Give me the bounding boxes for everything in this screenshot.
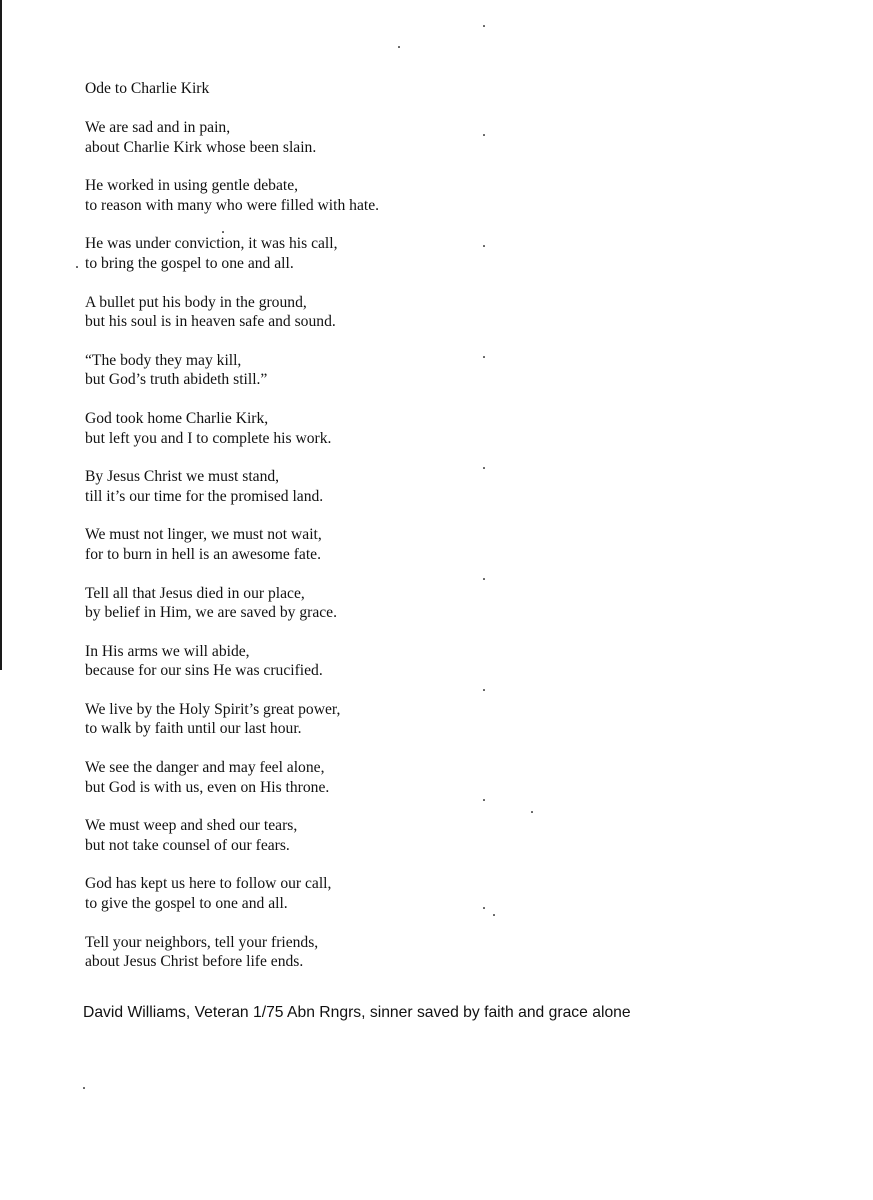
poem-line: to walk by faith until our last hour.	[85, 720, 302, 738]
stanza	[85, 816, 785, 855]
stanza	[85, 874, 785, 913]
stanza	[85, 118, 785, 157]
poem-line: Tell all that Jesus died in our place,	[85, 584, 305, 602]
stanza	[85, 758, 785, 797]
scan-speck	[483, 25, 485, 27]
stanza	[85, 176, 785, 215]
stanza	[85, 467, 785, 506]
poem-line: till it’s our time for the promised land.	[85, 487, 324, 505]
poem-line: about Charlie Kirk whose been slain.	[85, 138, 317, 156]
stanza	[85, 525, 785, 564]
stanza	[85, 234, 785, 273]
poem-line: by belief in Him, we are saved by grace.	[85, 604, 337, 622]
stanza	[85, 293, 785, 332]
poem-line: but not take counsel of our fears.	[85, 836, 290, 854]
author-signature-line: David Williams, Veteran 1/75 Abn Rngrs, sinner saved by faith and grace alone	[83, 1004, 631, 1021]
poem-line: but God’s truth abideth still.”	[85, 371, 268, 389]
stanza	[85, 351, 785, 390]
poem-line: He worked in using gentle debate,	[85, 177, 299, 195]
poem-line: By Jesus Christ we must stand,	[85, 468, 280, 486]
poem-line: In His arms we will abide,	[85, 642, 250, 660]
poem-line: We see the danger and may feel alone,	[85, 759, 325, 777]
poem-line: for to burn in hell is an awesome fate.	[85, 545, 322, 563]
poem-line: about Jesus Christ before life ends.	[85, 953, 304, 971]
scan-edge-shadow	[0, 0, 2, 670]
stanza	[85, 409, 785, 448]
scan-speck	[83, 1087, 85, 1089]
poem-line: God has kept us here to follow our call,	[85, 875, 332, 893]
scan-speck	[76, 266, 78, 268]
poem-line: to reason with many who were filled with hate.	[85, 196, 380, 214]
stanza	[85, 933, 785, 972]
poem-line: God took home Charlie Kirk,	[85, 409, 269, 427]
poem-title: Ode to Charlie Kirk	[85, 80, 210, 97]
poem-line: He was under conviction, it was his call,	[85, 235, 338, 253]
poem-line: We must weep and shed our tears,	[85, 817, 298, 835]
poem-line: We are sad and in pain,	[85, 119, 231, 136]
poem-line: Tell your neighbors, tell your friends,	[85, 933, 319, 951]
poem-line: because for our sins He was crucified.	[85, 662, 323, 680]
poem-line: but his soul is in heaven safe and sound.	[85, 313, 336, 331]
poem-line: We must not linger, we must not wait,	[85, 526, 322, 544]
poem-line: but God is with us, even on His throne.	[85, 778, 330, 796]
poem-line: A bullet put his body in the ground,	[85, 293, 307, 311]
poem-line: to give the gospel to one and all.	[85, 895, 288, 913]
poem-line: but left you and I to complete his work.	[85, 429, 332, 447]
stanza	[85, 584, 785, 623]
poem-stanzas	[85, 118, 785, 972]
scan-speck	[398, 46, 400, 48]
poem-line: “The body they may kill,	[85, 351, 242, 369]
poem	[85, 79, 785, 972]
stanza	[85, 700, 785, 739]
poem-line: to bring the gospel to one and all.	[85, 254, 294, 272]
poem-line: We live by the Holy Spirit’s great power,	[85, 700, 341, 718]
stanza	[85, 642, 785, 681]
